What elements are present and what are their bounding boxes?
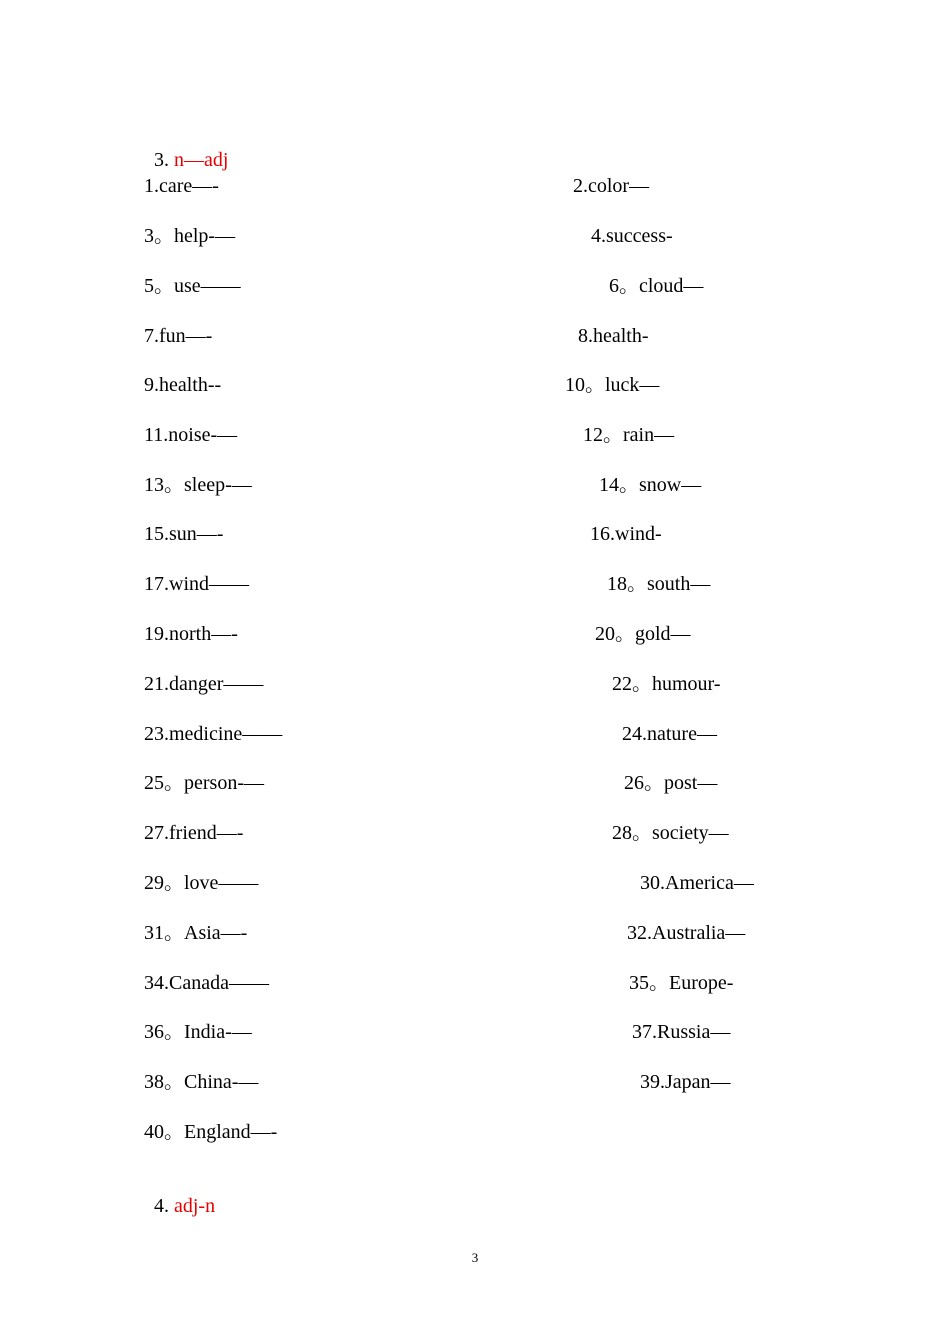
list-item: 4.success- xyxy=(591,225,673,247)
section-4-heading xyxy=(144,1170,215,1218)
section-3-heading xyxy=(144,124,228,172)
list-item: 10。luck— xyxy=(565,374,660,396)
list-item: 12。rain— xyxy=(583,424,675,446)
list-item: 20。gold— xyxy=(595,623,691,645)
section-3-number: 3. xyxy=(154,149,169,171)
list-item: 38。China-— xyxy=(144,1071,259,1093)
list-item: 31。Asia—- xyxy=(144,922,248,944)
list-item: 2.color— xyxy=(573,175,650,197)
list-item: 35。Europe- xyxy=(629,972,734,994)
list-item: 22。humour- xyxy=(612,673,721,695)
list-item: 30.America— xyxy=(640,872,754,894)
list-item: 21.danger—— xyxy=(144,673,264,695)
list-item: 28。society— xyxy=(612,822,729,844)
list-item: 24.nature— xyxy=(622,723,717,745)
list-item: 9.health-- xyxy=(144,374,222,396)
list-item: 36。India-— xyxy=(144,1021,252,1043)
list-item: 25。person-— xyxy=(144,772,264,794)
list-item: 18。south— xyxy=(607,573,711,595)
list-item: 27.friend—- xyxy=(144,822,244,844)
section-3-title: n—adj xyxy=(174,149,229,171)
list-item: 16.wind- xyxy=(590,523,662,545)
list-item: 19.north—- xyxy=(144,623,238,645)
list-item: 11.noise-— xyxy=(144,424,238,446)
list-item: 39.Japan— xyxy=(640,1071,731,1093)
list-item: 23.medicine—— xyxy=(144,723,283,745)
list-item: 7.fun—- xyxy=(144,325,213,347)
section-4-title: adj-n xyxy=(174,1195,216,1217)
list-item: 3。help-— xyxy=(144,225,236,247)
list-item: 8.health- xyxy=(578,325,649,347)
list-item: 15.sun—- xyxy=(144,523,224,545)
list-item: 1.care—- xyxy=(144,175,219,197)
page-number: 3 xyxy=(471,1250,479,1265)
list-item: 17.wind—— xyxy=(144,573,249,595)
list-item: 37.Russia— xyxy=(632,1021,731,1043)
list-item: 32.Australia— xyxy=(627,922,746,944)
list-item: 13。sleep-— xyxy=(144,474,252,496)
section-4-number: 4. xyxy=(154,1195,169,1217)
list-item: 14。snow— xyxy=(599,474,702,496)
list-item: 26。post— xyxy=(624,772,718,794)
list-item: 40。England—- xyxy=(144,1121,278,1143)
list-item: 5。use—— xyxy=(144,275,241,297)
list-item: 6。cloud— xyxy=(609,275,704,297)
list-item: 34.Canada—— xyxy=(144,972,269,994)
list-item: 29。love—— xyxy=(144,872,259,894)
